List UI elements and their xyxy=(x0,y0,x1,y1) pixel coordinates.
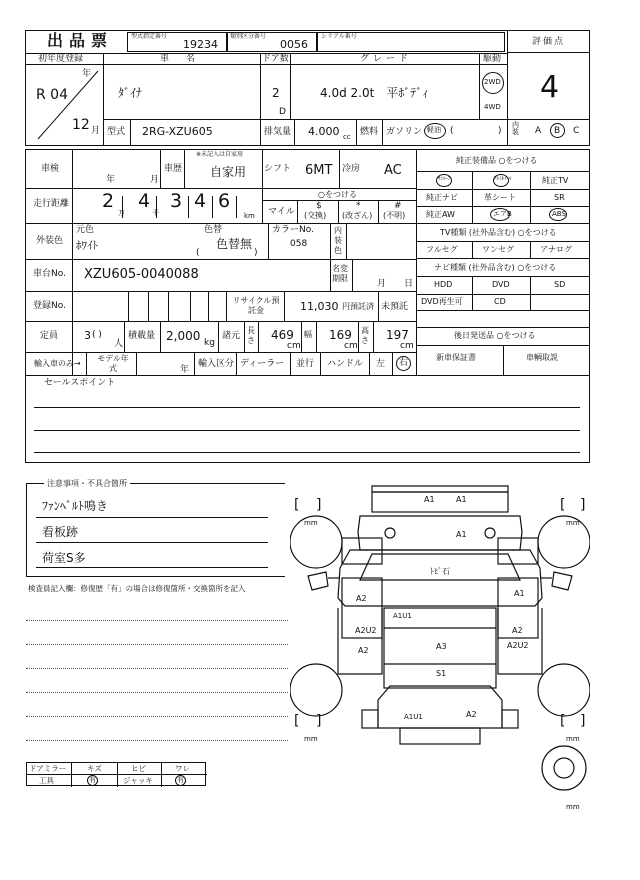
legend-break: ワレ xyxy=(175,764,190,773)
mark-roof: A3 xyxy=(436,642,447,651)
later-title: 後日発送品 ○をつける xyxy=(454,331,536,340)
later-warranty: 新車保証書 xyxy=(436,353,476,362)
cc-unit: cc xyxy=(343,133,351,141)
mm-fl: mm xyxy=(304,519,318,527)
d-line-1 xyxy=(25,188,416,189)
inspector-line xyxy=(26,716,288,717)
mark-left-body-a2: A2 xyxy=(358,646,369,655)
class-no-label: 類別区分番号 xyxy=(230,33,267,40)
d-col-h xyxy=(378,200,379,223)
chassis-value: XZU605-0040088 xyxy=(84,267,199,282)
row-line-3 xyxy=(103,119,507,120)
tv-analog: アナログ xyxy=(540,245,572,254)
col-line-4 xyxy=(479,53,480,119)
model-label: 型式 xyxy=(107,127,126,137)
mark-right-body-a2u2: A2U2 xyxy=(507,641,529,650)
transfer-month: 月 xyxy=(377,279,387,289)
interior-label: 内装 xyxy=(512,121,519,136)
width-label: 幅 xyxy=(304,330,312,339)
d-line-4 xyxy=(25,291,416,292)
drive-label: 駆動 xyxy=(483,54,502,64)
digit-sep xyxy=(212,196,213,218)
handle-label: ハンドル xyxy=(327,359,364,369)
eq-col xyxy=(472,171,473,223)
sales-line xyxy=(34,430,580,431)
equip-airbag: エアB xyxy=(493,210,512,218)
length-unit: cm xyxy=(287,341,301,351)
shaken-year-unit: 年 xyxy=(106,175,116,185)
class-no-value: 0056 xyxy=(280,38,308,51)
reg-cell xyxy=(190,291,191,321)
legend-mirror: ドアミラー xyxy=(29,764,67,773)
bracket-rl-close: ] xyxy=(316,713,322,729)
first-reg-month: 12 xyxy=(72,117,90,133)
eq-col xyxy=(530,276,531,310)
import-label: 輸入車のみ→ xyxy=(34,359,81,368)
legend-col xyxy=(161,763,162,787)
eq-line xyxy=(416,241,590,242)
imp-cell xyxy=(86,352,87,375)
bracket-fl-close: ] xyxy=(316,497,322,513)
score-label: 評価点 xyxy=(532,37,566,47)
cap-cell xyxy=(244,321,245,352)
note-line xyxy=(36,567,268,568)
eq-line xyxy=(416,189,590,190)
cap-cell xyxy=(218,321,219,352)
year-unit: 年 xyxy=(82,69,92,79)
reg-cell xyxy=(128,291,129,321)
imp-cell xyxy=(194,352,195,375)
import-class-label: 輸入区分 xyxy=(198,359,235,369)
eq-line xyxy=(416,294,590,295)
load-value: 2,000 xyxy=(166,329,201,343)
eq-line xyxy=(416,310,590,311)
mark-hood: A1 xyxy=(456,530,467,539)
mileage-digit: 2 xyxy=(102,190,115,212)
inspector-label: 検査員記入欄：修復歴「有」の場合は修復箇所・交換箇所を記入 xyxy=(28,584,246,593)
exchange-mark: $ xyxy=(316,201,322,211)
color-no-value: 058 xyxy=(290,239,308,249)
height-unit: cm xyxy=(400,341,414,351)
load-label: 積載量 xyxy=(128,331,156,341)
mm-spare: mm xyxy=(566,803,580,811)
cap-cell xyxy=(124,321,125,352)
d-col-i xyxy=(268,223,269,259)
mileage-label: 走行距離 xyxy=(33,199,70,209)
mark-rear-left: A1U1 xyxy=(404,713,423,721)
aircon-label: 冷房 xyxy=(342,164,361,174)
color-change-value: 色替無 xyxy=(216,237,253,251)
bracket-fl-open: [ xyxy=(294,497,300,513)
transfer-label: 名変期限 xyxy=(332,264,348,283)
tool-legend xyxy=(26,762,206,786)
equip-title: 純正装備品 ○をつける xyxy=(456,156,538,165)
eq-line xyxy=(416,327,590,328)
mileage-digit: 4 xyxy=(138,190,151,212)
mileage-digit: 4 xyxy=(194,190,207,212)
serial-label: シリアル番号 xyxy=(321,33,357,40)
type-no-label: 型式指定番号 xyxy=(131,33,168,40)
note-item: 看板跡 xyxy=(42,525,79,539)
d-col-a xyxy=(160,149,161,188)
reg-cell xyxy=(284,291,285,321)
displacement-value: 4.000 xyxy=(308,125,340,138)
mile-note-line xyxy=(262,200,416,201)
shift-label: シフト xyxy=(264,164,292,174)
color-paren-close: ) xyxy=(254,248,258,258)
legend-jack: ジャッキ xyxy=(123,776,153,785)
car-name-label: 車 名 xyxy=(160,54,200,64)
bracket-rl-open: [ xyxy=(294,713,300,729)
model-year-label: モデル年式 xyxy=(97,354,129,373)
col-line-2 xyxy=(260,53,261,146)
drive-2wd: 2WD xyxy=(484,78,501,86)
cap-cell xyxy=(316,321,317,352)
imp-cell xyxy=(320,352,321,375)
d-label-col xyxy=(72,149,73,375)
dims-label: 諸元 xyxy=(222,331,241,341)
imp-cell xyxy=(290,352,291,375)
tamper-label: (改ざん) xyxy=(342,211,373,220)
sales-line xyxy=(34,452,580,453)
mileage-digit: 3 xyxy=(170,190,183,212)
persons-unit: 人 xyxy=(114,339,124,349)
reg-cell xyxy=(226,291,227,321)
inspector-line xyxy=(26,692,288,693)
length-value: 469 xyxy=(271,328,294,342)
tv-title: TV種類 (社外品含む) ○をつける xyxy=(440,228,557,237)
doors-label: ドア数 xyxy=(262,54,289,64)
col-line-3 xyxy=(290,53,291,119)
grade-label: グレード xyxy=(360,54,413,64)
interior-c: C xyxy=(573,126,580,136)
equip-leather: 革シート xyxy=(484,193,516,202)
dealer-label: ディーラー xyxy=(240,359,285,369)
color-change-label: 色替 xyxy=(204,225,223,235)
eq-col xyxy=(472,241,473,258)
bracket-rr-open: [ xyxy=(560,713,566,729)
mark-bed: S1 xyxy=(436,669,447,678)
reg-label: 登録No. xyxy=(33,301,66,311)
transfer-day: 日 xyxy=(404,279,414,289)
bracket-fr-open: [ xyxy=(560,497,566,513)
d-line-3 xyxy=(25,259,416,260)
col-line-1 xyxy=(103,53,104,146)
d-col-f xyxy=(297,200,298,223)
left-handle: 左 xyxy=(376,359,386,369)
note-item: 荷室S多 xyxy=(42,551,86,565)
cap-cell xyxy=(373,321,374,352)
imp-cell xyxy=(236,352,237,375)
eq-col xyxy=(503,345,504,375)
grade-value: 4.0d 2.0t 平ﾎﾞﾃﾞｨ xyxy=(320,86,429,100)
mm-rl: mm xyxy=(304,735,318,743)
equip-alloy: ｱﾙﾐﾎｲｰﾙ xyxy=(494,176,512,182)
score-value: 4 xyxy=(540,70,560,105)
ext-color-label: 外装色 xyxy=(36,236,64,246)
eq-line xyxy=(416,223,590,224)
col-line-7 xyxy=(356,119,357,146)
exchange-label: (交換) xyxy=(304,211,327,220)
model-year-unit: 年 xyxy=(180,365,190,375)
d-col-m xyxy=(352,259,353,291)
score-line xyxy=(507,52,590,53)
mileage-digit: 6 xyxy=(218,190,231,212)
imp-cell xyxy=(136,352,137,375)
page-title: 出品票 xyxy=(47,31,114,50)
reg-cell xyxy=(168,291,169,321)
sales-line xyxy=(34,407,580,408)
unknown-mark: # xyxy=(394,201,402,211)
mm-rr: mm xyxy=(566,735,580,743)
recycle-label: リサイクル預託金 xyxy=(232,296,280,315)
reg-cell xyxy=(378,291,379,321)
door-type: D xyxy=(279,107,286,117)
legend-col xyxy=(71,763,72,787)
imp-cell xyxy=(392,352,393,375)
legend-jack-yes: 有 xyxy=(177,776,184,784)
mark-left-front-fender: A2 xyxy=(356,594,367,603)
month-unit: 月 xyxy=(91,126,101,136)
capacity-value: 3 xyxy=(84,329,91,342)
capacity-paren: ( ) xyxy=(92,330,102,340)
history-note: ※未記入は自家用 xyxy=(196,151,244,158)
sales-point-label: セールスポイント xyxy=(44,378,116,388)
d-col-c xyxy=(262,149,263,188)
cap-cell xyxy=(160,321,161,352)
navi-cd: CD xyxy=(494,297,506,306)
cap-cell xyxy=(301,321,302,352)
d-col-g xyxy=(338,200,339,223)
digit-sep xyxy=(236,196,237,218)
tv-oneseg: ワンセグ xyxy=(482,245,514,254)
tv-fullseg: フルセグ xyxy=(426,245,458,254)
navi-sd: SD xyxy=(554,280,566,289)
chassis-label: 車台No. xyxy=(33,269,66,279)
navi-dvd: DVD xyxy=(492,280,510,289)
shift-value: 6MT xyxy=(305,163,333,178)
d-col-b xyxy=(184,149,185,188)
reg-cell xyxy=(208,291,209,321)
mark-right-front-fender: A1 xyxy=(514,589,525,598)
first-reg-label: 初年度登録 xyxy=(38,54,84,64)
recycle-amount: 11,030 xyxy=(300,300,339,313)
mark-left-body-a2u2: A2U2 xyxy=(355,626,377,635)
first-reg-year: R 04 xyxy=(36,87,68,103)
fuel-paren-close: ) xyxy=(498,126,502,136)
equip-navi: 純正ナビ xyxy=(426,193,458,202)
parallel-label: 並行 xyxy=(296,359,315,369)
capacity-label: 定員 xyxy=(40,331,59,341)
imp-cell xyxy=(369,352,370,375)
bracket-fr-close: ] xyxy=(580,497,586,513)
col-line-8 xyxy=(382,119,383,146)
eq-col xyxy=(530,171,531,223)
shaken-label: 車検 xyxy=(41,164,60,174)
legend-scratch: キズ xyxy=(87,764,102,773)
d-col-j xyxy=(330,223,331,259)
eq-line xyxy=(416,258,590,259)
height-value: 197 xyxy=(386,328,409,342)
car-name-value: ﾀﾞｲﾅ xyxy=(118,86,143,100)
inspector-line xyxy=(26,740,288,741)
interior-line xyxy=(507,119,590,120)
d-col-l xyxy=(330,259,331,291)
height-label: 高さ xyxy=(361,326,369,345)
legend-col xyxy=(117,763,118,787)
mark-rear-right: A2 xyxy=(466,710,477,719)
fuel-label: 燃料 xyxy=(360,127,379,137)
legend-tools-yes: 有 xyxy=(89,776,96,784)
interior-a: A xyxy=(535,126,542,136)
fuel-diesel: 軽油 xyxy=(427,126,441,134)
eq-line xyxy=(416,206,590,207)
navi-hdd: HDD xyxy=(434,280,453,289)
d-line-2 xyxy=(25,223,416,224)
displacement-label: 排気量 xyxy=(264,127,292,137)
orig-color-label: 元色 xyxy=(76,225,95,235)
equip-abs: ABS xyxy=(552,210,566,218)
fuel-gasoline: ガソリン xyxy=(386,127,423,137)
col-line-6 xyxy=(294,119,295,146)
int-color-label: 内装色 xyxy=(334,226,342,255)
mark-right-body-a2: A2 xyxy=(512,626,523,635)
width-unit: cm xyxy=(344,341,358,351)
kg-unit: kg xyxy=(204,338,215,348)
d-col-k xyxy=(346,223,347,259)
history-label: 車歴 xyxy=(164,164,183,174)
aircon-value: AC xyxy=(384,163,402,178)
legend-crack: ヒビ xyxy=(131,764,146,773)
equip-tv: 純正TV xyxy=(542,176,569,185)
eq-line xyxy=(416,171,590,172)
d-line-7 xyxy=(25,375,590,376)
unknown-label: (不明) xyxy=(383,211,406,220)
eq-line xyxy=(416,276,590,277)
d-col-d xyxy=(339,149,340,188)
digit-sep xyxy=(188,196,189,218)
man-unit: 万 xyxy=(118,209,125,217)
sen-unit: 千 xyxy=(152,209,159,217)
color-no-label: カラーNo. xyxy=(272,225,314,235)
shaken-month-unit: 月 xyxy=(150,175,160,185)
later-manual: 車輌取説 xyxy=(526,353,558,362)
col-line-5 xyxy=(130,119,131,146)
interior-b: B xyxy=(554,126,561,136)
eq-col xyxy=(530,241,531,258)
legend-tools: 工具 xyxy=(39,776,54,785)
bracket-rr-close: ] xyxy=(580,713,586,729)
reg-cell xyxy=(148,291,149,321)
history-value: 自家用 xyxy=(210,165,247,179)
mile-circle-note: ○をつける xyxy=(318,190,357,199)
length-label: 長さ xyxy=(247,326,255,345)
score-divider xyxy=(507,30,508,146)
doors-value: 2 xyxy=(272,86,280,100)
eq-col xyxy=(472,276,473,310)
d-col-e xyxy=(262,188,263,223)
mark-front-bumper-left: A1 xyxy=(424,495,435,504)
equip-sr: SR xyxy=(554,193,565,202)
navi-dvdplay: DVD再生可 xyxy=(421,297,463,306)
color-paren-open: ( xyxy=(196,248,200,258)
right-handle: 右 xyxy=(399,358,409,368)
mile-label: マイル xyxy=(268,207,295,217)
drive-4wd: 4WD xyxy=(484,103,501,111)
mark-left-cab: A1U1 xyxy=(393,612,412,620)
cap-cell xyxy=(358,321,359,352)
notes-label: 注意事項・不具合箇所 xyxy=(44,480,130,488)
recycle-deposited: 円預託済 xyxy=(342,302,374,311)
model-value: 2RG-XZU605 xyxy=(142,125,213,138)
inspector-line xyxy=(26,644,288,645)
note-item: ﾌｧﾝﾍﾞﾙﾄ鳴き xyxy=(42,499,109,513)
inspector-line xyxy=(26,620,288,621)
equip-aw: 純正AW xyxy=(426,210,455,219)
width-value: 169 xyxy=(329,328,352,342)
cap-cell xyxy=(258,321,259,352)
mark-windshield: ﾄﾋﾞ石 xyxy=(430,567,450,576)
tamper-mark: * xyxy=(356,201,361,211)
orig-color-value: ﾎﾜｲﾄ xyxy=(76,239,98,252)
km-unit: km xyxy=(244,212,255,220)
fuel-paren-open: ( xyxy=(450,126,454,136)
inspector-line xyxy=(26,668,288,669)
recycle-not: 未預託 xyxy=(381,302,409,312)
mark-front-bumper-right: A1 xyxy=(456,495,467,504)
note-line xyxy=(36,517,268,518)
equip-sunroof: ｻﾝﾙｰﾌ xyxy=(438,176,451,182)
d-line-6 xyxy=(25,352,416,353)
note-line xyxy=(36,542,268,543)
mm-fr: mm xyxy=(566,519,580,527)
equipment-panel xyxy=(416,149,590,375)
type-no-value: 19234 xyxy=(183,38,218,51)
navi-title: ナビ種類 (社外品含む) ○をつける xyxy=(434,263,557,272)
